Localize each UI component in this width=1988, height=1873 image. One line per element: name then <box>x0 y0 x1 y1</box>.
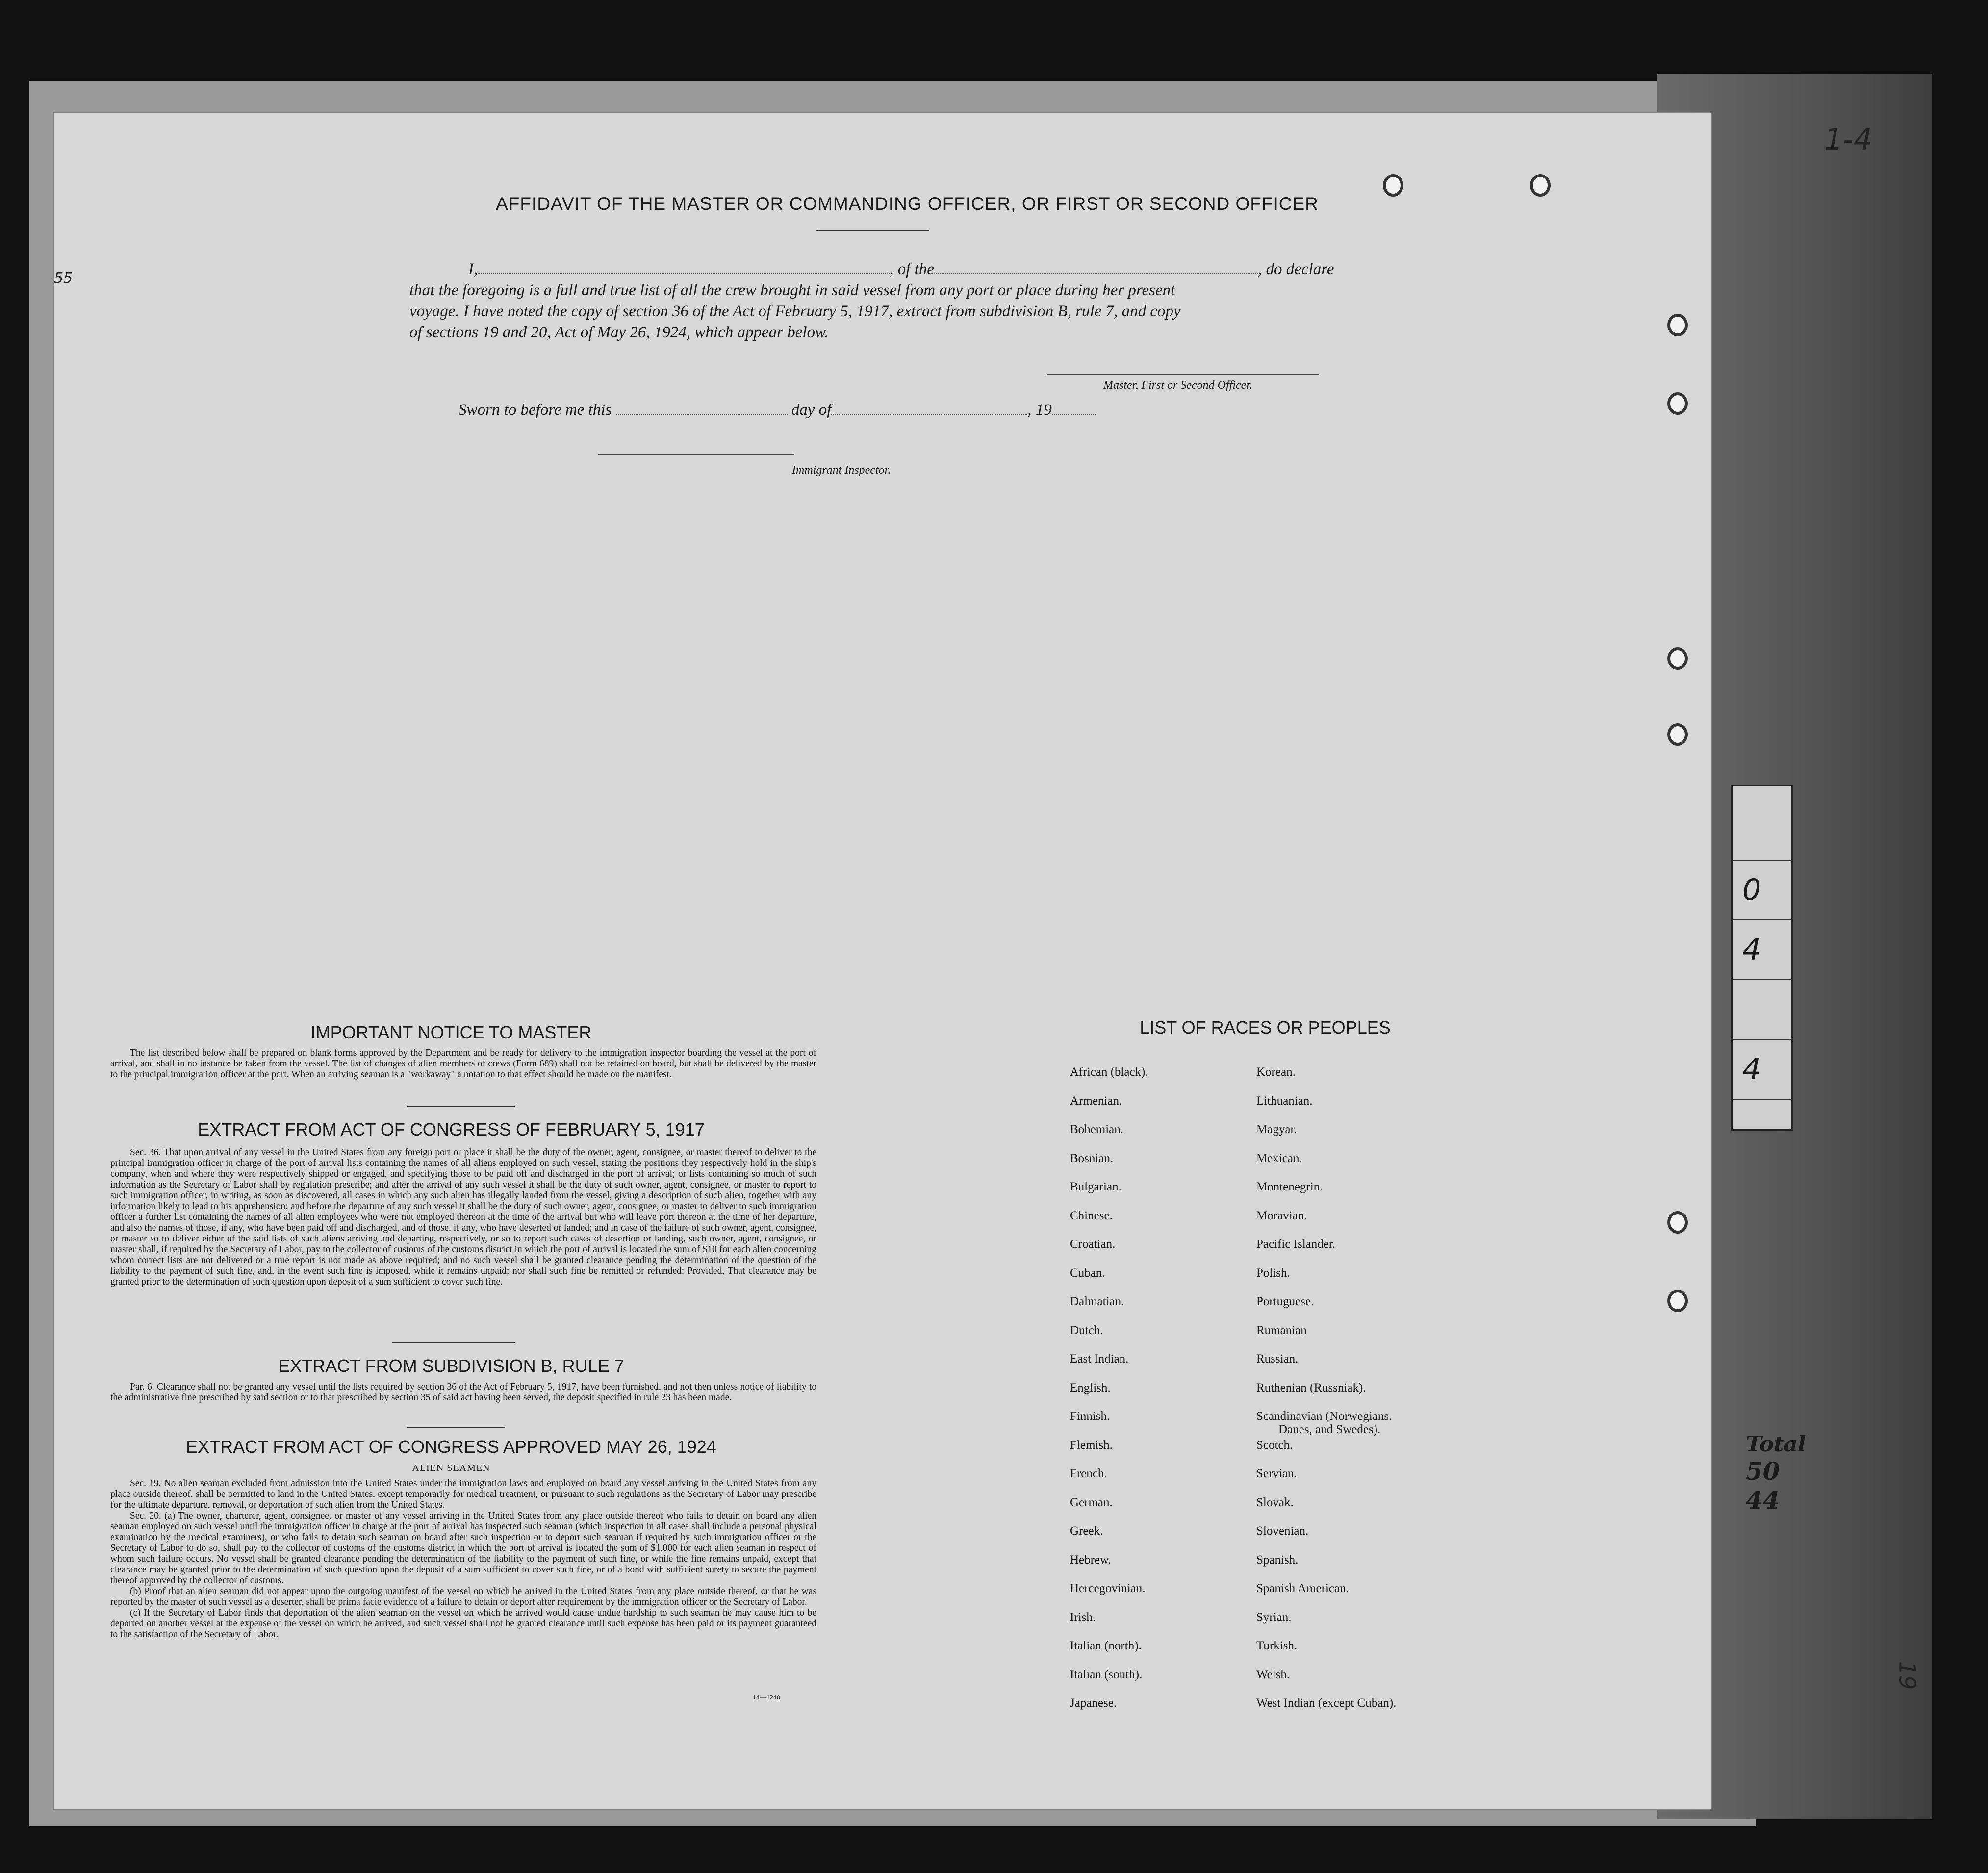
race-item: Ruthenian (Russniak). <box>1256 1381 1366 1394</box>
race-item: Syrian. <box>1256 1610 1292 1624</box>
race-item: Magyar. <box>1256 1123 1297 1136</box>
race-item: French. <box>1070 1467 1107 1480</box>
sworn-post: , 19 <box>1027 401 1052 419</box>
race-item: Polish. <box>1256 1266 1290 1280</box>
total-value: 44 <box>1746 1486 1780 1515</box>
race-item: Japanese. <box>1070 1696 1117 1710</box>
race-item: Slovenian. <box>1256 1524 1309 1538</box>
race-item: Turkish. <box>1256 1639 1298 1652</box>
signature-caption: Master, First or Second Officer. <box>1103 379 1252 392</box>
race-item: Flemish. <box>1070 1438 1113 1452</box>
race-item: Moravian. <box>1256 1209 1307 1222</box>
margin-mark: 55 <box>54 270 73 287</box>
sworn-pre: Sworn to before me this <box>459 401 612 419</box>
extract-1917-text: Sec. 36. That upon arrival of any vessel in the United States from any foreign port or place it shall be the duty of the owner, agent, consignee, or master thereof to deliver to the principal immigration officer in charge of the port of arrival lists containing the names of all aliens employed on such vessel, stating the positions they respectively hold in the ship's company, when and where they were respectively shipped or engaged, and specifying those to be paid off and discharged in the port of arrival; or lists containing so much of such information as the Secretary of Labor shall by regulation prescribe; and after the arrival of any such vessel it shall be the duty of such owner, agent, consignee, or master to report to such immigration officer, in writing, as soon as discovered, all cases in which any such alien has illegally landed from the vessel, giving a description of such alien, together with any information likely to lead to his apprehension; and before the departure of any such vessel it shall be the duty of such owner, agent, consignee, or master to deliver to such immigration officer a further list containing the names of all alien employees who were not employed thereon at the time of the arrival but who will leave port thereon at the time of her departure, and also the names of those, if any, who have been paid off and discharged, and of those, if any, who have deserted or landed; and in case of the failure of such owner, agent, consignee, or master so to deliver either of the said lists of such aliens arriving and departing, respectively, or so to report such cases of desertion or landing, such owner, agent, consignee, or master shall, if required by the Secretary of Labor, pay to the collector of customs of the customs district in which the port of arrival is located the sum of $10 for each alien concerning whom correct lists are not delivered or a true report is not made as above required; and no such vessel shall be granted clearance pending the determination of the question of the liability to the payment of such fine, and, in the event such fine is imposed, while it remains unpaid; nor shall such fine be remitted or refunded: Provided, That clearance may be granted prior to the determination of such question upon deposit of a sum sufficient to cover such fine. <box>110 1147 816 1287</box>
section-rule <box>407 1427 505 1428</box>
sworn-mid: day of <box>791 401 832 419</box>
sworn-line <box>459 401 1096 419</box>
race-item: West Indian (except Cuban). <box>1256 1696 1397 1710</box>
race-item: Servian. <box>1256 1467 1297 1480</box>
race-item: Croatian. <box>1070 1238 1116 1251</box>
tally-column <box>1731 785 1793 1131</box>
inspector-signature-line[interactable] <box>598 454 794 455</box>
race-item: German. <box>1070 1495 1113 1509</box>
section-rule <box>392 1342 515 1343</box>
punch-hole <box>1667 392 1688 415</box>
race-item: Montenegrin. <box>1256 1180 1323 1193</box>
affidavit-title: AFFIDAVIT OF THE MASTER OR COMMANDING OFFICER, OR FIRST OR SECOND OFFICER <box>496 194 1319 214</box>
affidavit-line: of sections 19 and 20, Act of May 26, 1924, which appear below. <box>409 324 829 341</box>
punch-hole <box>1667 314 1688 336</box>
name-field[interactable] <box>478 260 890 274</box>
race-item: Greek. <box>1070 1524 1103 1538</box>
punch-hole <box>1667 1290 1688 1312</box>
races-title: LIST OF RACES OR PEOPLES <box>1140 1017 1391 1038</box>
race-item: Danes, and Swedes). <box>1278 1423 1381 1436</box>
notice-title: IMPORTANT NOTICE TO MASTER <box>310 1022 592 1042</box>
race-item: Dalmatian. <box>1070 1295 1124 1308</box>
punch-hole <box>1530 174 1551 197</box>
race-item: Rumanian <box>1256 1323 1307 1337</box>
race-item: Italian (south). <box>1070 1668 1143 1681</box>
race-item: Chinese. <box>1070 1209 1113 1222</box>
total-label: Total <box>1746 1432 1806 1457</box>
affidavit-text <box>409 259 1334 343</box>
race-item: Hebrew. <box>1070 1553 1111 1567</box>
tally-header <box>1733 786 1791 861</box>
tally-cell: 0 <box>1733 861 1791 920</box>
tally-cell <box>1733 980 1791 1040</box>
notice-text: The list described below shall be prepared on blank forms approved by the Department and be ready for delivery to the immigration inspector boarding the vessel at the port of arrival, and shall in no instance be taken from the vessel. The list of changes of alien members of crews (Form 689) shall not be retained on board, but shall be delivered by the master to the principal immigration officer at the port. When an arriving seaman is a "workaway" a notation to that effect should be made on the manifest. <box>110 1048 816 1080</box>
race-item: Welsh. <box>1256 1668 1290 1681</box>
extract-rule7-title: EXTRACT FROM SUBDIVISION B, RULE 7 <box>278 1356 624 1376</box>
punch-hole <box>1667 723 1688 746</box>
race-item: Spanish. <box>1256 1553 1299 1567</box>
affidavit-line1-mid: , of the <box>890 260 934 278</box>
sec19-text: Sec. 19. No alien seaman excluded from admission into the United States under the immigration laws and employed on board any vessel arriving in the United States from any place outside thereof, shall be permitted to land in the United States, except temporarily for medical treatment, or pursuant to such regulations as the Secretary of Labor may prescribe for the ultimate departure, removal, or deportation of such alien from the United States. <box>110 1478 816 1510</box>
race-item: Finnish. <box>1070 1410 1110 1423</box>
inspector-caption: Immigrant Inspector. <box>792 464 891 477</box>
affidavit-line <box>409 259 1334 280</box>
page-number-handwritten: 1-4 <box>1824 123 1872 157</box>
total-block <box>1746 1432 1806 1515</box>
sec20b-text: (b) Proof that an alien seaman did not appear upon the outgoing manifest of the vessel on which he arrived in the United States from any place outside thereof, or that he was reported by the master of such vessel as a deserter, shall be prima facie evidence of a failure to detain or deport after requirement by the immigration officer or the Secretary of Labor. <box>110 1586 816 1607</box>
race-item: Pacific Islander. <box>1256 1238 1336 1251</box>
race-item: Italian (north). <box>1070 1639 1142 1652</box>
race-item: Scotch. <box>1256 1438 1293 1452</box>
extract-1924-text <box>110 1478 816 1640</box>
affidavit-line1-post: , do declare <box>1257 260 1334 278</box>
race-item: Scandinavian (Norwegians. <box>1256 1410 1392 1423</box>
sec20c-text: (c) If the Secretary of Labor finds that deportation of the alien seaman on the vessel on which he arrived would cause undue hardship to such seaman he may cause him to be deported on another vessel at the expense of the vessel on which he arrived, and such vessel shall not be granted clearance until such expense has been paid or its payment guaranteed to the satisfaction of the Secretary of Labor. <box>110 1608 816 1640</box>
sworn-month-field[interactable] <box>831 401 1027 415</box>
bottom-handwritten-mark: 19 <box>1894 1661 1921 1690</box>
race-item: Armenian. <box>1070 1094 1122 1108</box>
race-item: Slovak. <box>1256 1495 1294 1509</box>
affidavit-line1-pre: I, <box>468 260 478 278</box>
punch-hole <box>1667 1211 1688 1234</box>
race-item: Russian. <box>1256 1352 1299 1366</box>
vessel-field[interactable] <box>934 260 1258 274</box>
affidavit-line: voyage. I have noted the copy of section 36 of the Act of February 5, 1917, extract from subdivision B, rule 7, and copy <box>409 303 1181 320</box>
race-item: Irish. <box>1070 1610 1096 1624</box>
race-item: Lithuanian. <box>1256 1094 1313 1108</box>
race-item: Portuguese. <box>1256 1295 1314 1308</box>
sworn-year-field[interactable] <box>1052 401 1096 415</box>
extract-rule7-text: Par. 6. Clearance shall not be granted any vessel until the lists required by section 36 of the Act of February 5, 1917, have been furnished, and not then unless notice of liability to the administrative fine prescribed by said section or to that prescribed by section 35 of said act having been served, the deposit specified in rule 23 has been made. <box>110 1382 816 1403</box>
race-item: Mexican. <box>1256 1151 1302 1165</box>
extract-1924-subtitle: ALIEN SEAMEN <box>412 1463 490 1473</box>
extract-1924-title: EXTRACT FROM ACT OF CONGRESS APPROVED MAY 26, 1924 <box>186 1437 716 1457</box>
race-item: Dutch. <box>1070 1323 1103 1337</box>
race-item: Bosnian. <box>1070 1151 1114 1165</box>
section-rule <box>407 1106 515 1107</box>
race-item: Hercegovinian. <box>1070 1582 1146 1595</box>
total-value: 50 <box>1746 1457 1780 1486</box>
tally-cell: 4 <box>1733 920 1791 980</box>
race-item: Bulgarian. <box>1070 1180 1121 1193</box>
sworn-day-field[interactable] <box>616 401 788 415</box>
race-item: Spanish American. <box>1256 1582 1349 1595</box>
signature-line[interactable] <box>1047 374 1319 375</box>
punch-hole <box>1667 647 1688 670</box>
race-item: East Indian. <box>1070 1352 1129 1366</box>
tally-cell: 4 <box>1733 1040 1791 1100</box>
affidavit-line: that the foregoing is a full and true list of all the crew brought in said vessel from any port or place during her present <box>409 281 1175 299</box>
form-number: 14—1240 <box>753 1694 780 1701</box>
extract-1917-title: EXTRACT FROM ACT OF CONGRESS OF FEBRUARY 5, 1917 <box>198 1119 705 1139</box>
race-item: Cuban. <box>1070 1266 1105 1280</box>
race-item: Bohemian. <box>1070 1123 1124 1136</box>
title-rule <box>816 230 929 231</box>
race-item: African (black). <box>1070 1065 1148 1079</box>
race-item: English. <box>1070 1381 1111 1394</box>
sec20a-text: Sec. 20. (a) The owner, charterer, agent, consignee, or master of any vessel arriving in the United States from any place outside thereof who fails to detain on board any alien seaman employed on such vessel until the immigration officer in charge at the port of arrival has inspected such seaman (which inspection in all cases shall include a personal physical examination by the medical examiners), or who fails to detain such seaman on board after such inspection or to deport such seaman if required by such immigration officer or the Secretary of Labor to do so, shall pay to the collector of customs of the customs district in which the port of arrival is located the sum of $1,000 for each alien seaman in respect of whom such failure occurs. No vessel shall be granted clearance pending the determination of the liability to the payment of such fine, or while the fine remains unpaid, except that clearance may be granted prior to the determination of such question upon the deposit of a sum sufficient to cover such fine, or of a bond with sufficient surety to secure the payment thereof approved by the collector of customs. <box>110 1511 816 1586</box>
race-item: Korean. <box>1256 1065 1296 1079</box>
